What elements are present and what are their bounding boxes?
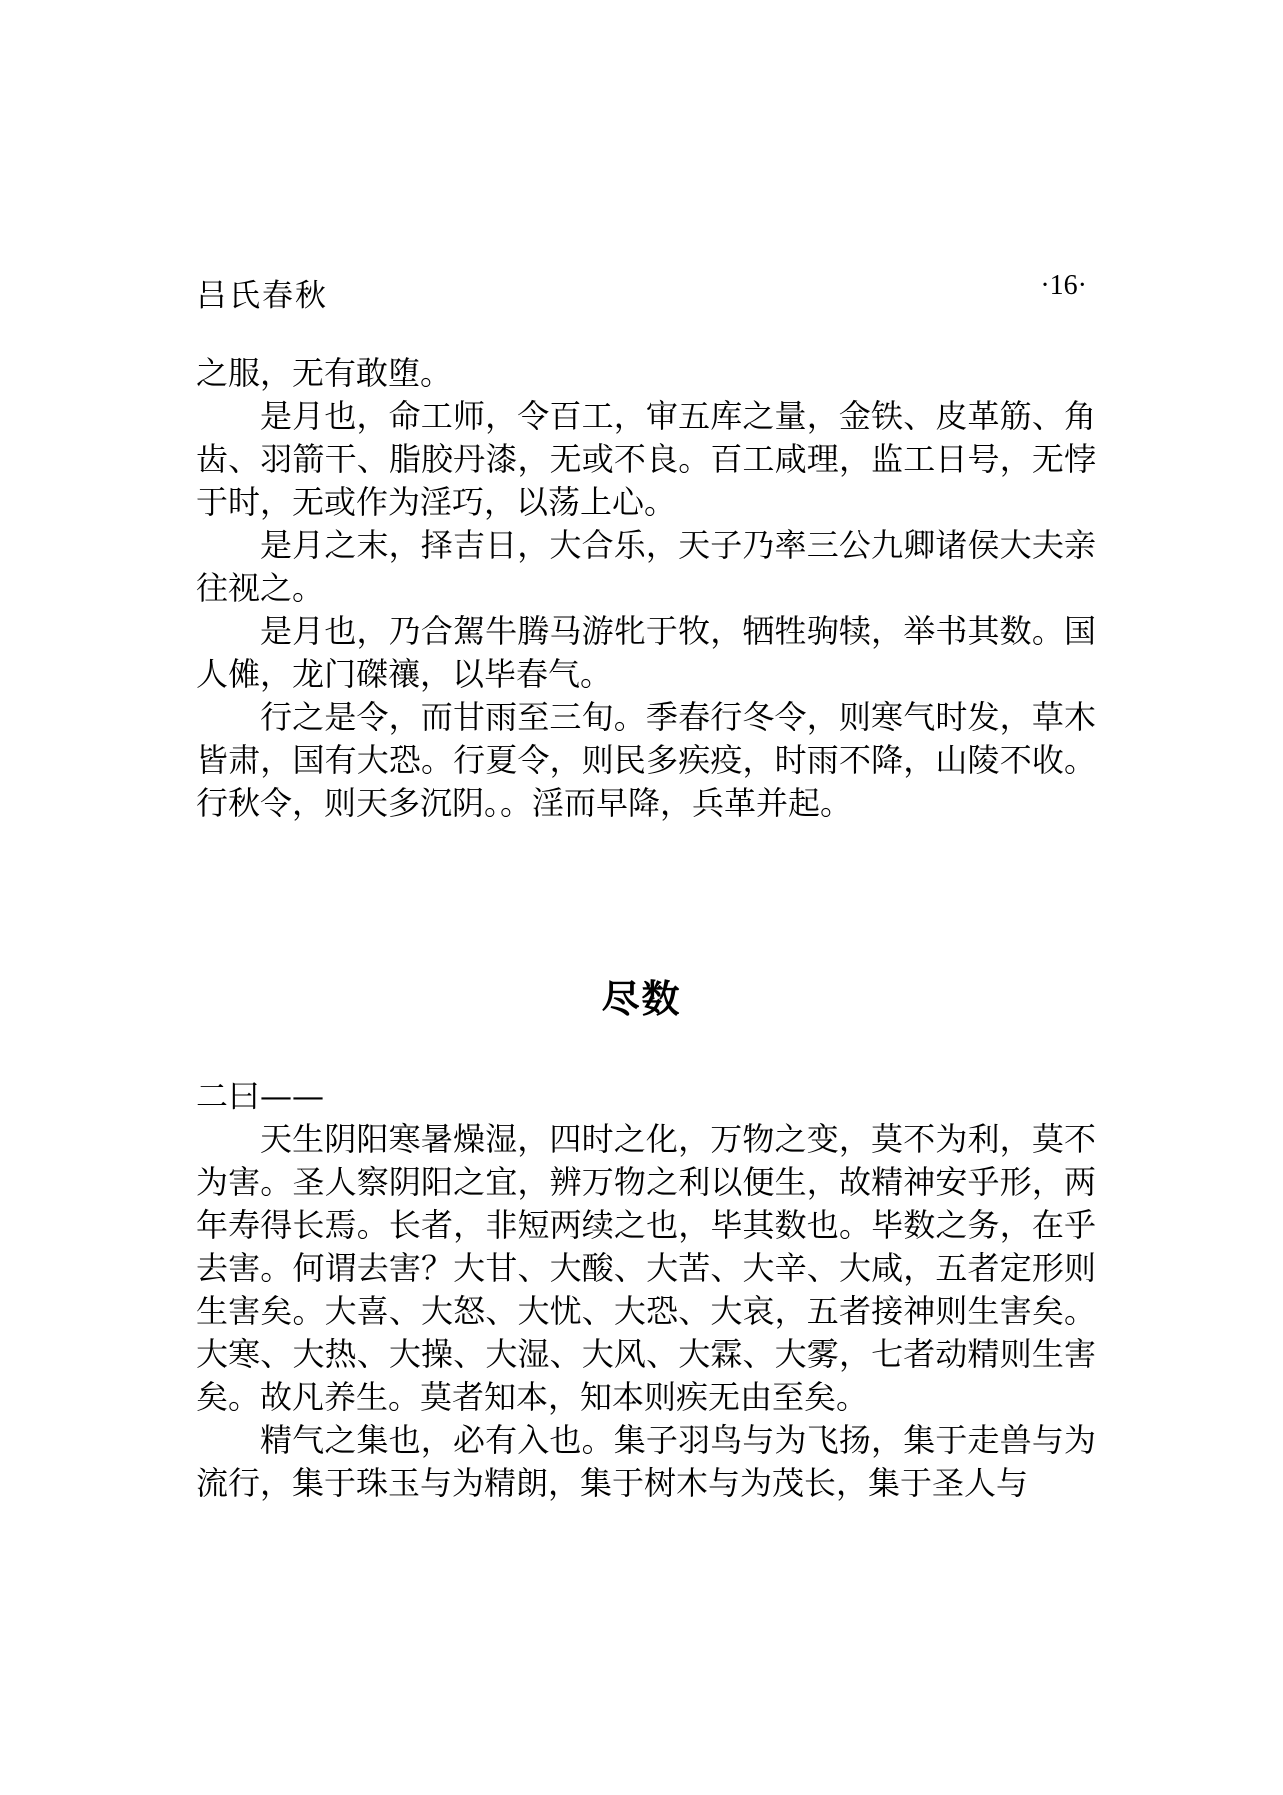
paragraph: 天生阴阳寒暑燥湿，四时之化，万物之变，莫不为利，莫不为害。圣人察阴阳之宜，辨万物之利以便生，故精神安乎形，两年寿得长焉。长者，非短两续之也，毕其数也。毕数之务，在乎去害。何谓去害？大甘、大酸、大苦、大辛、大咸，五者定形则生害矣。大喜、大怒、大忧、大恐、大哀，五者接神则生害矣。大寒、大热、大操、大湿、大风、大霖、大雾，七者动精则生害矣。故凡养生。莫者知本，知本则疾无由至矣。: [196, 1120, 1096, 1416]
paragraph: 精气之集也，必有入也。集子羽鸟与为飞扬，集于走兽与为流行，集于珠玉与为精朗，集于树木与为茂长，集于圣人与: [196, 1421, 1096, 1502]
page-number: ·16·: [1040, 270, 1087, 301]
page-header: [196, 270, 1087, 314]
section-2-text: [196, 1075, 1096, 1505]
paragraph: 行之是令，而甘雨至三旬。季春行冬令，则寒气时发，草木皆肃，国有大恐。行夏令，则民多疾疫，时雨不降，山陵不收。行秋令，则天多沉阴。。淫而早降，兵革并起。: [196, 698, 1096, 822]
paragraph: 之服，无有敢堕。: [196, 354, 453, 392]
paragraph: 是月也，命工师，令百工，审五库之量，金铁、皮革筋、角齿、羽箭干、脂胶丹漆，无或不良。百工咸理，监工日号，无悖于时，无或作为淫巧，以荡上心。: [196, 397, 1096, 521]
book-title: 吕氏春秋: [196, 278, 328, 314]
section-title: 尽数: [601, 977, 682, 1021]
paragraph: 是月之末，择吉日，大合乐，天子乃率三公九卿诸侯大夫亲往视之。: [196, 526, 1096, 607]
paragraph: 是月也，乃合駕牛腾马游牝于牧，牺牲驹犊，举书其数。国人傩，龙门磔禳，以毕春气。: [196, 612, 1096, 693]
section-subtitle: 二曰——: [196, 1077, 325, 1115]
section-1-text: [196, 352, 1096, 825]
